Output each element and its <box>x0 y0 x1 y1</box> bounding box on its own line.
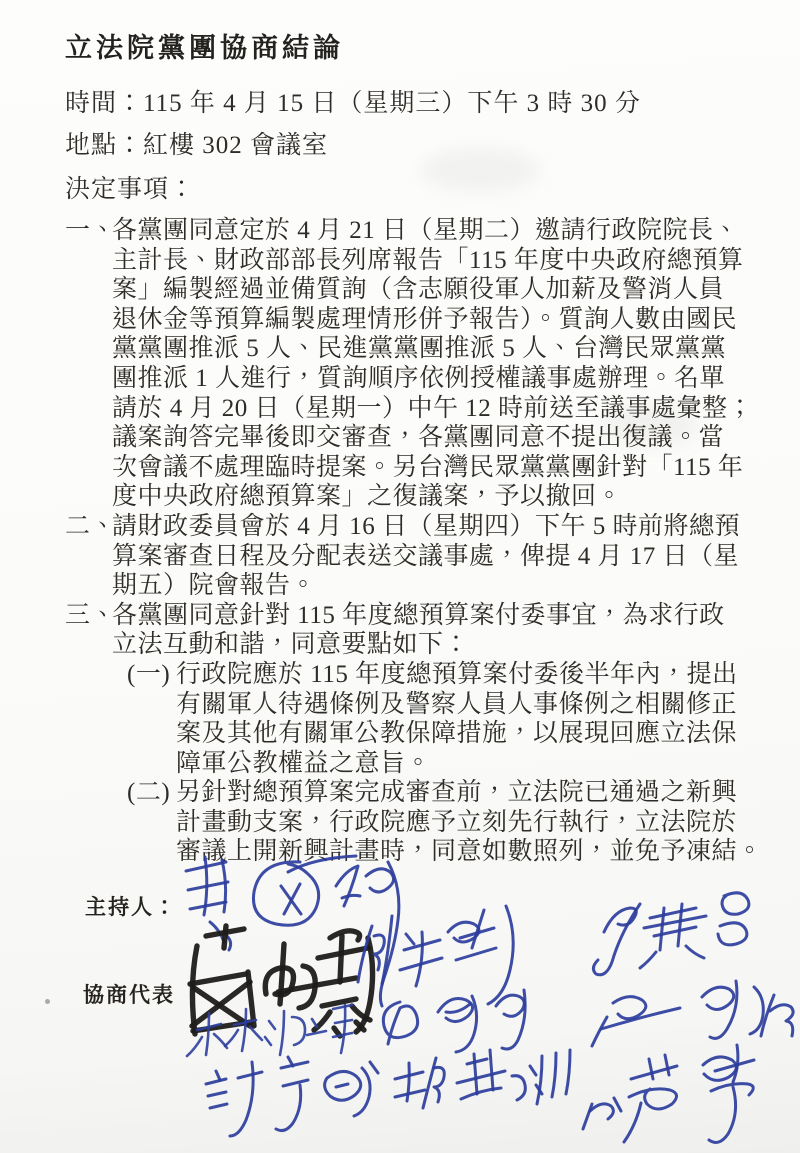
text-line: 團推派 1 人進行，質詢順序依例授權議事處辦理。名單 <box>112 364 726 392</box>
document-title: 立法院黨團協商結論 <box>65 33 344 63</box>
text-line: 黨黨團推派 5 人、民進黨黨團推派 5 人、台灣民眾黨黨 <box>112 335 727 363</box>
ink-dot <box>45 999 50 1004</box>
item-number: 二、 <box>65 512 117 540</box>
signature-rep-9 <box>624 1045 754 1142</box>
item-number: 一、 <box>65 217 117 244</box>
reps-label: 協商代表 <box>83 983 175 1007</box>
line-text: 各黨團同意定於 4 月 21 日（星期二）邀請行政院院長、 <box>112 217 740 244</box>
decision-item-3 <box>65 601 780 867</box>
text-line: 計畫動支案，行政院應予立刻先行執行，立法院於 <box>176 808 738 836</box>
line-text: 行政院應於 115 年度總預算案付委後半年內，提出 <box>176 660 738 688</box>
text-line: 案及其他有關軍公教保障措施，以展現回應立法保 <box>176 720 738 748</box>
line-text: 請財政委員會於 4 月 16 日（星期四）下午 5 時前將總預 <box>112 512 741 540</box>
signature-rep-7 <box>206 1057 378 1136</box>
text-line: 期五）院會報告。 <box>112 572 317 600</box>
signature-rep-2 <box>358 906 513 1012</box>
text-line: 議案詢答完畢後即交審查，各黨團同意不提出復議。當 <box>112 424 725 452</box>
text-line: 退休金等預算編製處理情形併予報告）。質詢人數由國民 <box>112 305 738 333</box>
signature-rep-6 <box>592 981 793 1046</box>
decision-item-1 <box>65 216 780 512</box>
signature-rep-8 <box>395 1050 621 1129</box>
subitem-number: (二) <box>127 779 171 807</box>
signature-rep-1 <box>190 926 373 1036</box>
text-line: 請於 4 月 20 日（星期一）中午 12 時前送至議事處彙整； <box>112 394 754 422</box>
subitem-number: (一) <box>127 660 171 688</box>
decision-subitem-1 <box>65 660 780 778</box>
meta-place: 地點：紅樓 302 會議室 <box>65 132 329 159</box>
text-line: 立法互動和諧，同意要點如下： <box>112 631 470 659</box>
host-label: 主持人： <box>85 895 177 919</box>
signature-rep-3 <box>593 893 748 975</box>
text-line: 主計長、財政部部長列席報告「115 年度中央政府總預算 <box>112 246 744 274</box>
line-text: 另針對總預算案完成審查前，立法院已通過之新興 <box>176 779 738 807</box>
decision-subitem-2 <box>65 778 780 867</box>
meta-time: 時間：115 年 4 月 15 日（星期三）下午 3 時 30 分 <box>65 90 641 117</box>
item-number: 三、 <box>65 601 117 629</box>
text-line: 算案審查日程及分配表送交議事處，俾提 4 月 17 日（星 <box>112 542 740 570</box>
text-line <box>65 216 780 246</box>
text-line: 度中央政府總預算案」之復議案，予以撤回。 <box>112 483 623 511</box>
text-line <box>65 512 780 542</box>
signature-host <box>186 856 399 1006</box>
signature-rep-5 <box>383 990 525 1052</box>
decision-item-2 <box>65 512 780 601</box>
text-line <box>65 601 780 631</box>
line-text: 各黨團同意針對 115 年度總預算案付委事宜，為求行政 <box>112 601 725 629</box>
text-line: 障軍公教權益之意旨。 <box>176 749 432 777</box>
text-line: 審議上開新興計畫時，同意如數照列，並免予凍結。 <box>176 838 763 866</box>
text-line: 有關軍人待遇條例及警察人員人事條例之相關修正 <box>176 690 738 718</box>
text-line: 次會議不處理臨時提案。另台灣民眾黨黨團針對「115 年 <box>112 453 744 481</box>
text-line <box>127 778 780 808</box>
text-line <box>127 660 780 690</box>
signature-rep-4 <box>187 1005 352 1056</box>
document-body <box>65 26 780 867</box>
text-line: 案」編製經過並備質詢（含志願役軍人加薪及警消人員 <box>112 276 725 304</box>
decisions-heading: 決定事項： <box>65 176 196 203</box>
